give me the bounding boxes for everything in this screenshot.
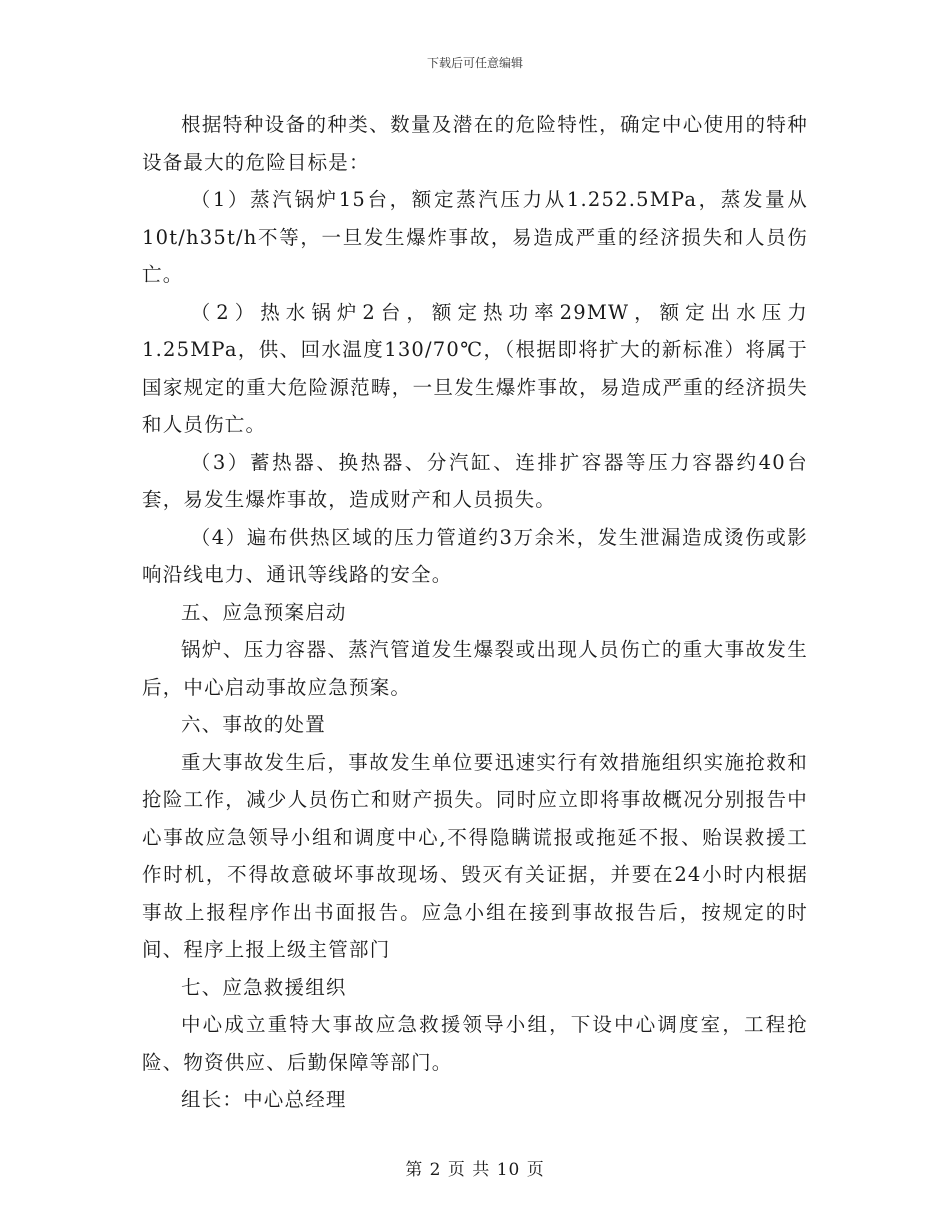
paragraph-section-7: 中心成立重特大事故应急救援领导小组，下设中心调度室，工程抢险、物资供应、后勤保障等部门。 — [142, 1013, 808, 1074]
paragraph-group-leader: 组长：中心总经理 — [181, 1088, 347, 1111]
paragraph-item-1: （1）蒸汽锅炉15台，额定蒸汽压力从1.252.5MPa，蒸发量从10t/h35t/h不等，一旦发生爆炸事故，易造成严重的经济损失和人员伤亡。 — [142, 188, 808, 286]
paragraph-item-4: （4）遍布供热区域的压力管道约3万余米，发生泄漏造成烫伤或影响沿线电力、通讯等线路的安全。 — [142, 525, 808, 586]
paragraph-item-3: （3）蓄热器、换热器、分汽缸、连排扩容器等压力容器约40台套，易发生爆炸事故，造成财产和人员损失。 — [142, 450, 808, 511]
paragraph-intro: 根据特种设备的种类、数量及潜在的危险特性，确定中心使用的特种设备最大的危险目标是： — [142, 113, 808, 174]
page-footer: 第 2 页 共 10 页 — [405, 1160, 545, 1180]
section-heading-6: 六、事故的处置 — [181, 713, 326, 736]
page-header: 下载后可任意编辑 — [426, 56, 523, 70]
paragraph-section-6: 重大事故发生后，事故发生单位要迅速实行有效措施组织实施抢救和抢险工作，减少人员伤亡和财产损失。同时应立即将事故概况分别报告中心事故应急领导小组和调度中心,不得隐瞒谎报或拖延不报、贻误救援工作时机，不得故意破坏事故现场、毁灭有关证据，并要在24小时内根据事故上报程序作出书面报告。应急小组在接到事故报告后，按规定的时间、程序上报上级主管部门 — [142, 750, 808, 961]
document-body — [142, 106, 808, 1119]
paragraph-item-2: （2）热水锅炉2台，额定热功率29MW，额定出水压力1.25MPa，供、回水温度130/70℃，（根据即将扩大的新标准）将属于国家规定的重大危险源范畴，一旦发生爆炸事故，易造成严重的经济损失和人员伤亡。 — [142, 300, 808, 436]
section-heading-7: 七、应急救援组织 — [181, 975, 347, 999]
paragraph-section-5: 锅炉、压力容器、蒸汽管道发生爆裂或出现人员伤亡的重大事故发生后，中心启动事故应急预案。 — [142, 638, 808, 699]
section-heading-5: 五、应急预案启动 — [181, 600, 347, 624]
